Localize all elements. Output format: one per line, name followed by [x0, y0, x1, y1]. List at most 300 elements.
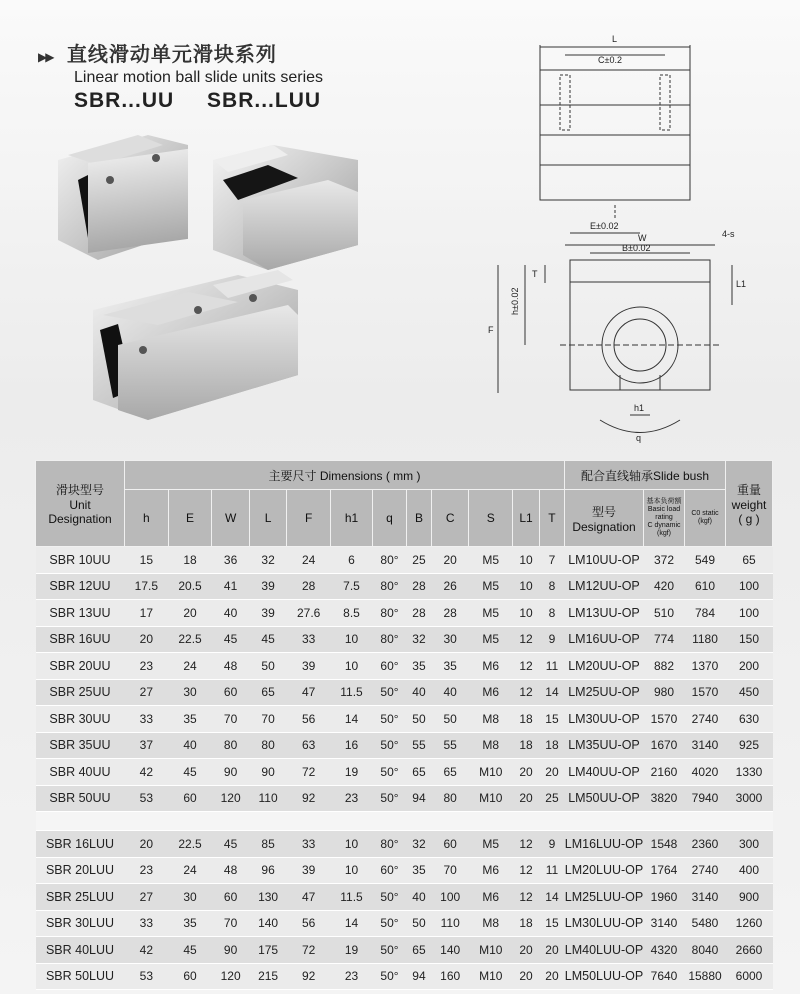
table-cell: 1670 — [644, 732, 685, 759]
table-cell: 3140 — [685, 732, 726, 759]
label-T: T — [532, 269, 538, 279]
table-cell: 20 — [539, 937, 564, 964]
table-cell: 40 — [406, 884, 431, 911]
table-cell: 9 — [539, 831, 564, 858]
table-cell: LM30UU-OP — [565, 706, 644, 733]
table-cell: 80° — [373, 626, 407, 653]
table-cell: 175 — [249, 937, 286, 964]
table-cell: M5 — [469, 626, 513, 653]
technical-drawing — [470, 15, 790, 443]
table-row — [36, 679, 773, 706]
unit-designation-cell: SBR 35UU — [36, 732, 125, 759]
table-cell: 94 — [406, 963, 431, 990]
arrow-icon: ▶▶ — [38, 50, 53, 64]
col-bush-designation — [565, 490, 644, 547]
table-cell: 14 — [331, 910, 373, 937]
table-row — [36, 910, 773, 937]
table-cell: 45 — [212, 626, 249, 653]
table-cell: 30 — [168, 884, 212, 911]
table-cell: M5 — [469, 573, 513, 600]
table-cell: 60° — [373, 857, 407, 884]
unit-designation-cell: SBR 25UU — [36, 679, 125, 706]
table-cell: 1548 — [644, 831, 685, 858]
table-row — [36, 759, 773, 786]
table-row — [36, 706, 773, 733]
table-cell: 80 — [249, 732, 286, 759]
unit-designation-cell: SBR 20LUU — [36, 857, 125, 884]
table-cell: 39 — [287, 653, 331, 680]
table-cell: 96 — [249, 857, 286, 884]
table-cell: 32 — [406, 831, 431, 858]
table-cell: LM35UU-OP — [565, 732, 644, 759]
table-cell: 40 — [212, 600, 249, 627]
photo-sbr-luu — [93, 270, 298, 420]
table-cell: 1260 — [726, 910, 773, 937]
table-cell: 65 — [431, 759, 468, 786]
table-cell: 27 — [125, 884, 169, 911]
title-cn-line — [38, 38, 323, 67]
table-cell: 41 — [212, 573, 249, 600]
table-cell: 50° — [373, 732, 407, 759]
table-cell: 28 — [287, 573, 331, 600]
table-cell: 4320 — [644, 937, 685, 964]
model-sbr-luu: SBR...LUU — [207, 89, 322, 112]
table-cell: 37 — [125, 732, 169, 759]
table-row — [36, 963, 773, 990]
table-cell: 5480 — [685, 910, 726, 937]
label-F: F — [488, 325, 494, 335]
col-w: W — [212, 490, 249, 547]
table-cell: 39 — [249, 600, 286, 627]
table-cell: 30 — [168, 679, 212, 706]
table-cell: 23 — [331, 785, 373, 812]
table-cell: 630 — [726, 706, 773, 733]
table-cell: 42 — [125, 759, 169, 786]
col-e: E — [168, 490, 212, 547]
table-cell: 100 — [726, 573, 773, 600]
table-cell: M6 — [469, 653, 513, 680]
table-cell: 11 — [539, 857, 564, 884]
weight-header — [726, 461, 773, 547]
table-cell: 48 — [212, 653, 249, 680]
table-cell: 1180 — [685, 626, 726, 653]
table-cell: M6 — [469, 857, 513, 884]
table-cell: 6 — [331, 547, 373, 574]
table-cell: 8 — [539, 573, 564, 600]
col-h: h — [125, 490, 169, 547]
table-cell: 50° — [373, 937, 407, 964]
table-cell: 20 — [539, 759, 564, 786]
table-cell: 8 — [539, 600, 564, 627]
table-cell: 50° — [373, 963, 407, 990]
table-cell: M8 — [469, 732, 513, 759]
table-cell: 63 — [287, 732, 331, 759]
table-cell: 8040 — [685, 937, 726, 964]
table-cell: 70 — [249, 706, 286, 733]
table-cell: 20 — [431, 547, 468, 574]
slide-bush-header: 配合直线轴承Slide bush — [565, 461, 726, 490]
label-L1: L1 — [736, 279, 747, 289]
table-cell: 17.5 — [125, 573, 169, 600]
spec-table — [35, 460, 773, 990]
table-cell: 53 — [125, 963, 169, 990]
table-cell: 1570 — [685, 679, 726, 706]
table-cell: 24 — [168, 857, 212, 884]
table-cell: 60° — [373, 653, 407, 680]
unit-designation-cell: SBR 13UU — [36, 600, 125, 627]
table-cell: 140 — [431, 937, 468, 964]
table-cell: LM20LUU-OP — [565, 857, 644, 884]
table-row — [36, 626, 773, 653]
table-cell: 36 — [212, 547, 249, 574]
dimensions-header: 主要尺寸 Dimensions ( mm ) — [125, 461, 565, 490]
table-cell: 18 — [168, 547, 212, 574]
table-cell: 6000 — [726, 963, 773, 990]
weight-header-cn: 重量 — [736, 483, 761, 497]
static-label: C0 static (kgf) — [691, 510, 719, 525]
load-rating-cn: 基本负荷额 — [646, 498, 682, 505]
table-cell: 20 — [513, 785, 540, 812]
table-cell: 372 — [644, 547, 685, 574]
weight-header-en: weight — [731, 498, 767, 512]
table-cell: 7940 — [685, 785, 726, 812]
table-cell: 35 — [168, 910, 212, 937]
table-cell: 20 — [125, 626, 169, 653]
table-cell: M6 — [469, 679, 513, 706]
table-cell: 400 — [726, 857, 773, 884]
table-cell: 882 — [644, 653, 685, 680]
table-cell: 30 — [431, 626, 468, 653]
table-cell: 22.5 — [168, 831, 212, 858]
unit-designation-cell: SBR 16UU — [36, 626, 125, 653]
table-cell: 20 — [513, 759, 540, 786]
label-S: 4-s — [722, 229, 735, 239]
table-cell: 92 — [287, 963, 331, 990]
table-cell: LM16LUU-OP — [565, 831, 644, 858]
table-cell: 17 — [125, 600, 169, 627]
table-cell: 10 — [331, 831, 373, 858]
table-cell: 120 — [212, 785, 249, 812]
table-cell: 2160 — [644, 759, 685, 786]
photo-sbr-uu-side — [213, 145, 358, 270]
table-cell: 11.5 — [331, 884, 373, 911]
label-B: B±0.02 — [622, 243, 651, 253]
table-cell: 55 — [406, 732, 431, 759]
table-cell: 45 — [212, 831, 249, 858]
table-cell: 45 — [168, 937, 212, 964]
table-cell: 510 — [644, 600, 685, 627]
table-cell: LM40LUU-OP — [565, 937, 644, 964]
col-q: q — [373, 490, 407, 547]
table-cell: 20 — [513, 937, 540, 964]
table-cell: 300 — [726, 831, 773, 858]
unit-header-cn: 滑块型号 — [55, 483, 104, 497]
table-cell: 39 — [287, 857, 331, 884]
col-f: F — [287, 490, 331, 547]
table-cell: 10 — [331, 653, 373, 680]
section-gap — [36, 812, 773, 831]
table-cell: 3140 — [685, 884, 726, 911]
table-cell: 7 — [539, 547, 564, 574]
table-cell: 100 — [726, 600, 773, 627]
table-cell: M8 — [469, 706, 513, 733]
table-cell: 450 — [726, 679, 773, 706]
table-cell: 50 — [406, 910, 431, 937]
table-cell: LM50UU-OP — [565, 785, 644, 812]
table-cell: 18 — [539, 732, 564, 759]
table-cell: 15880 — [685, 963, 726, 990]
table-cell: 200 — [726, 653, 773, 680]
table-cell: 35 — [168, 706, 212, 733]
table-cell: 20 — [513, 963, 540, 990]
unit-designation-cell: SBR 10UU — [36, 547, 125, 574]
table-cell: LM30LUU-OP — [565, 910, 644, 937]
table-cell: 65 — [406, 759, 431, 786]
table-cell: M10 — [469, 963, 513, 990]
table-cell: 10 — [513, 600, 540, 627]
table-cell: 26 — [431, 573, 468, 600]
dimension-columns-row — [36, 490, 773, 547]
model-series — [74, 89, 323, 113]
table-cell: 80° — [373, 831, 407, 858]
table-cell: 4020 — [685, 759, 726, 786]
table-cell: 70 — [212, 910, 249, 937]
weight-header-unit: ( g ) — [738, 512, 760, 526]
table-row — [36, 573, 773, 600]
table-cell: 50 — [406, 706, 431, 733]
col-l: L — [249, 490, 286, 547]
table-cell: 20 — [168, 600, 212, 627]
table-cell: LM10UU-OP — [565, 547, 644, 574]
table-cell: 10 — [513, 547, 540, 574]
col-h1: h1 — [331, 490, 373, 547]
table-row — [36, 785, 773, 812]
spec-table-body — [36, 547, 773, 990]
table-cell: 160 — [431, 963, 468, 990]
load-rating-en: Basic load rating — [647, 506, 681, 521]
table-cell: 420 — [644, 573, 685, 600]
table-cell: 12 — [513, 831, 540, 858]
unit-designation-cell: SBR 50UU — [36, 785, 125, 812]
table-row — [36, 653, 773, 680]
table-cell: 150 — [726, 626, 773, 653]
table-cell: 48 — [212, 857, 249, 884]
table-cell: 60 — [168, 963, 212, 990]
table-cell: M5 — [469, 600, 513, 627]
table-cell: 60 — [168, 785, 212, 812]
table-cell: 60 — [212, 884, 249, 911]
table-cell: 925 — [726, 732, 773, 759]
table-cell: 24 — [287, 547, 331, 574]
table-cell: 980 — [644, 679, 685, 706]
table-cell: LM13UU-OP — [565, 600, 644, 627]
col-static-load — [685, 490, 726, 547]
table-cell: 55 — [431, 732, 468, 759]
table-cell: LM25LUU-OP — [565, 884, 644, 911]
table-cell: 56 — [287, 910, 331, 937]
table-cell: 110 — [431, 910, 468, 937]
table-cell: 14 — [539, 884, 564, 911]
table-cell: M10 — [469, 937, 513, 964]
table-cell: 774 — [644, 626, 685, 653]
table-cell: 28 — [431, 600, 468, 627]
table-cell: 1960 — [644, 884, 685, 911]
table-cell: 47 — [287, 679, 331, 706]
unit-designation-cell: SBR 25LUU — [36, 884, 125, 911]
table-cell: 25 — [539, 785, 564, 812]
table-cell: 50° — [373, 884, 407, 911]
table-cell: 15 — [125, 547, 169, 574]
table-cell: 900 — [726, 884, 773, 911]
table-cell: 11.5 — [331, 679, 373, 706]
table-cell: M6 — [469, 884, 513, 911]
title-cn: 直线滑动单元滑块系列 — [66, 42, 277, 66]
table-row — [36, 600, 773, 627]
table-cell: 1764 — [644, 857, 685, 884]
table-cell: 33 — [287, 831, 331, 858]
table-cell: 45 — [168, 759, 212, 786]
table-cell: 23 — [125, 857, 169, 884]
table-cell: 80 — [431, 785, 468, 812]
table-cell: 12 — [513, 857, 540, 884]
unit-header-en1: Unit — [69, 498, 91, 512]
table-cell: 12 — [513, 626, 540, 653]
table-cell: 16 — [331, 732, 373, 759]
table-cell: M5 — [469, 831, 513, 858]
table-cell: 9 — [539, 626, 564, 653]
table-cell: 90 — [212, 937, 249, 964]
table-cell: 3140 — [644, 910, 685, 937]
table-cell: 80° — [373, 547, 407, 574]
table-cell: 2360 — [685, 831, 726, 858]
table-cell: 35 — [406, 857, 431, 884]
table-cell: 50 — [431, 706, 468, 733]
table-cell: 92 — [287, 785, 331, 812]
table-cell: 94 — [406, 785, 431, 812]
table-cell: M8 — [469, 910, 513, 937]
col-t: T — [539, 490, 564, 547]
unit-designation-cell: SBR 20UU — [36, 653, 125, 680]
label-q: q — [636, 433, 642, 443]
table-cell: 28 — [406, 573, 431, 600]
table-row — [36, 937, 773, 964]
table-cell: 53 — [125, 785, 169, 812]
table-cell: 65 — [726, 547, 773, 574]
table-cell: LM16UU-OP — [565, 626, 644, 653]
photo-sbr-uu-front — [58, 135, 188, 260]
table-cell: 50° — [373, 910, 407, 937]
col-s: S — [469, 490, 513, 547]
table-cell: 50° — [373, 759, 407, 786]
table-cell: 18 — [513, 706, 540, 733]
table-cell: 90 — [249, 759, 286, 786]
product-photos — [38, 120, 378, 440]
table-cell: 10 — [331, 857, 373, 884]
table-cell: 32 — [249, 547, 286, 574]
table-cell: 72 — [287, 937, 331, 964]
table-row — [36, 857, 773, 884]
title-en: Linear motion ball slide units series — [74, 69, 324, 86]
table-cell: 80° — [373, 573, 407, 600]
table-cell: 70 — [212, 706, 249, 733]
table-cell: 60 — [212, 679, 249, 706]
unit-designation-cell: SBR 40UU — [36, 759, 125, 786]
unit-designation-cell: SBR 16LUU — [36, 831, 125, 858]
table-cell: 39 — [249, 573, 286, 600]
unit-header-en2: Designation — [48, 512, 112, 526]
table-cell: 20.5 — [168, 573, 212, 600]
table-row — [36, 732, 773, 759]
table-cell: 65 — [406, 937, 431, 964]
table-cell: 22.5 — [168, 626, 212, 653]
table-cell: 19 — [331, 759, 373, 786]
table-cell: 15 — [539, 910, 564, 937]
table-cell: 45 — [249, 626, 286, 653]
table-cell: 12 — [513, 679, 540, 706]
table-cell: 35 — [406, 653, 431, 680]
table-cell: 20 — [539, 963, 564, 990]
table-cell: 42 — [125, 937, 169, 964]
table-cell: 3000 — [726, 785, 773, 812]
table-cell: 90 — [212, 759, 249, 786]
label-W: W — [638, 233, 647, 243]
table-cell: 33 — [125, 706, 169, 733]
table-cell: 23 — [125, 653, 169, 680]
table-cell: 10 — [331, 626, 373, 653]
table-cell: 32 — [406, 626, 431, 653]
table-cell: 20 — [125, 831, 169, 858]
table-cell: 2740 — [685, 706, 726, 733]
table-cell: 7.5 — [331, 573, 373, 600]
table-cell: M5 — [469, 547, 513, 574]
dynamic-label: C dynamic (kgf) — [647, 522, 681, 537]
table-cell: 110 — [249, 785, 286, 812]
table-cell: 140 — [249, 910, 286, 937]
table-cell: 549 — [685, 547, 726, 574]
table-cell: 2660 — [726, 937, 773, 964]
table-cell: 40 — [431, 679, 468, 706]
table-cell: 2740 — [685, 857, 726, 884]
table-cell: 35 — [431, 653, 468, 680]
col-c: C — [431, 490, 468, 547]
label-E: E±0.02 — [590, 221, 619, 231]
table-cell: 19 — [331, 937, 373, 964]
table-cell: 65 — [249, 679, 286, 706]
header — [38, 38, 323, 113]
table-cell: 12 — [513, 653, 540, 680]
table-cell: 12 — [513, 884, 540, 911]
table-cell: 27 — [125, 679, 169, 706]
table-cell: 11 — [539, 653, 564, 680]
table-row — [36, 884, 773, 911]
col-l1: L1 — [513, 490, 540, 547]
table-cell: 18 — [513, 732, 540, 759]
table-cell: 1570 — [644, 706, 685, 733]
label-h: h±0.02 — [510, 287, 520, 315]
model-sbr-uu: SBR...UU — [74, 89, 175, 112]
table-cell: 8.5 — [331, 600, 373, 627]
table-cell: 610 — [685, 573, 726, 600]
table-cell: 40 — [406, 679, 431, 706]
dim-q-arc — [600, 420, 680, 433]
unit-designation-cell: SBR 50LUU — [36, 963, 125, 990]
unit-designation-cell: SBR 30LUU — [36, 910, 125, 937]
label-L: L — [612, 34, 618, 44]
table-row — [36, 831, 773, 858]
table-cell: 23 — [331, 963, 373, 990]
table-cell: 7640 — [644, 963, 685, 990]
table-cell: 33 — [287, 626, 331, 653]
